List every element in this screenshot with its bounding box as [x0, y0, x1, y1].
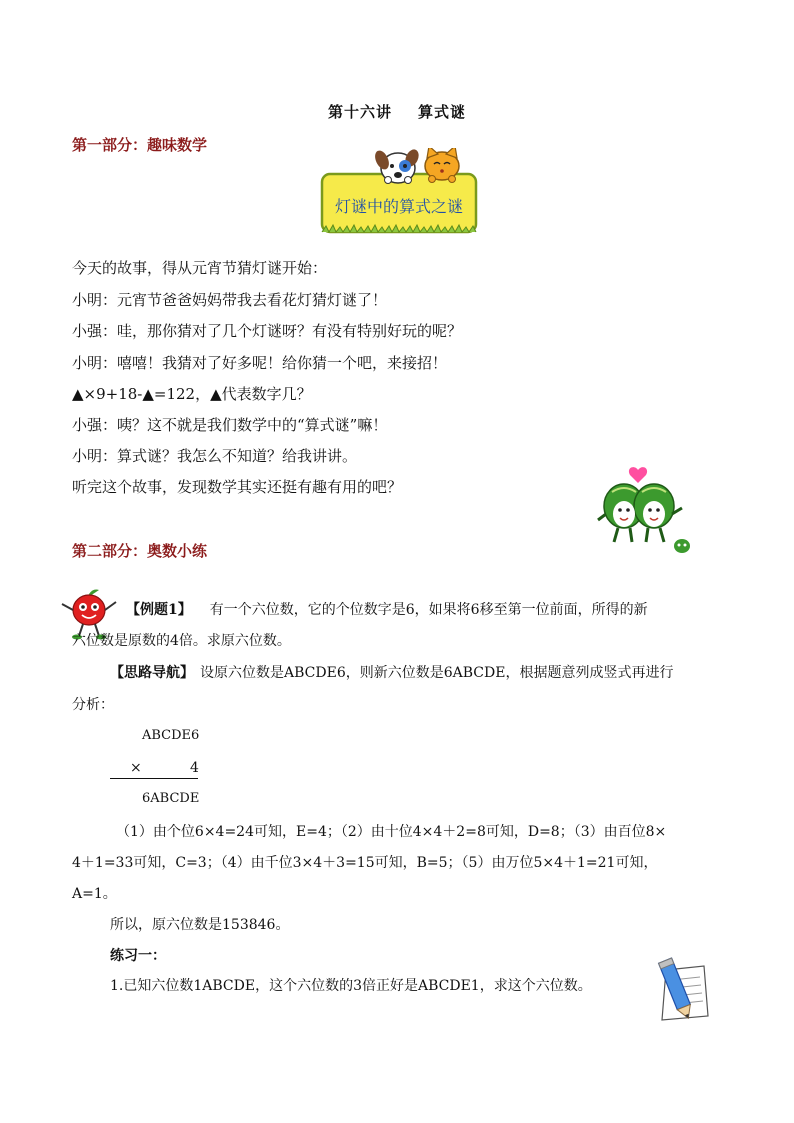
answer-line: 所以，原六位数是153846。	[110, 917, 290, 933]
banner-caption: 灯谜中的算式之谜	[334, 197, 463, 216]
vertical-top-number: ABCDE6	[142, 728, 200, 743]
guide-line-1	[110, 663, 673, 683]
example-1-line-2: 六位数是原数的4倍。求原六位数。	[72, 633, 291, 649]
guide-label: 【思路导航】	[110, 665, 194, 681]
example-1-text: 有一个六位数，它的个位数字是6，如果将6移至第一位前面，所得的新	[209, 602, 648, 618]
multiply-sign: ×	[130, 760, 142, 776]
story-line-5: ▲×9+18-▲=122，▲代表数字几？	[72, 385, 312, 403]
story-line-7: 小明：算式谜？我怎么不知道？给我讲讲。	[72, 447, 358, 465]
story-line-4: 小明：嘻嘻！我猜对了好多呢！给你猜一个吧，来接招！	[72, 354, 448, 372]
vertical-result: 6ABCDE	[142, 791, 200, 806]
vertical-multiply-row	[110, 760, 198, 779]
step-line-3: A=1。	[72, 886, 117, 902]
example-1-label: 【例题1】	[126, 602, 192, 618]
lecture-number: 第十六讲	[327, 103, 392, 121]
practice-label: 练习一：	[110, 948, 166, 964]
story-line-3: 小强：哇，那你猜对了几个灯谜呀？有没有特别好玩的呢？	[72, 322, 463, 340]
banner-illustration	[314, 148, 484, 244]
multiplier: 4	[190, 760, 199, 776]
lecture-topic: 算式谜	[418, 103, 467, 121]
section-heading-part1: 第一部分：趣味数学	[72, 136, 208, 154]
step-line-1: （1）由个位6×4=24可知，E=4；（2）由十位4×4＋2=8可知，D=8；（3）由百位8×	[116, 824, 667, 840]
pencil-paper-icon	[652, 956, 714, 1024]
step-line-2: 4＋1=33可知，C=3；（4）由千位3×4＋3=15可知，B=5；（5）由万位5×4＋1=21可知，	[72, 855, 658, 871]
pencil-illustration	[652, 956, 714, 1024]
guide-text: 设原六位数是ABCDE6，则新六位数是6ABCDE，根据题意列成竖式再进行	[200, 665, 674, 681]
melon-twins-illustration	[594, 462, 698, 558]
guide-line-2: 分析：	[72, 697, 114, 713]
page-title	[0, 101, 794, 122]
example-1-line-1	[126, 600, 648, 620]
section-heading-part2: 第二部分：奥数小练	[72, 542, 208, 560]
story-line-6: 小强：咦？这不就是我们数学中的“算式谜”嘛！	[72, 416, 388, 434]
story-line-8: 听完这个故事，发现数学其实还挺有趣有用的吧？	[72, 478, 403, 496]
melon-twins-icon	[594, 462, 698, 558]
story-line-2: 小明：元宵节爸爸妈妈带我去看花灯猜灯谜了！	[72, 291, 388, 309]
story-line-1: 今天的故事，得从元宵节猜灯谜开始：	[72, 259, 328, 277]
practice-question-1: 1.已知六位数1ABCDE，这个六位数的3倍正好是ABCDE1，求这个六位数。	[110, 978, 592, 994]
